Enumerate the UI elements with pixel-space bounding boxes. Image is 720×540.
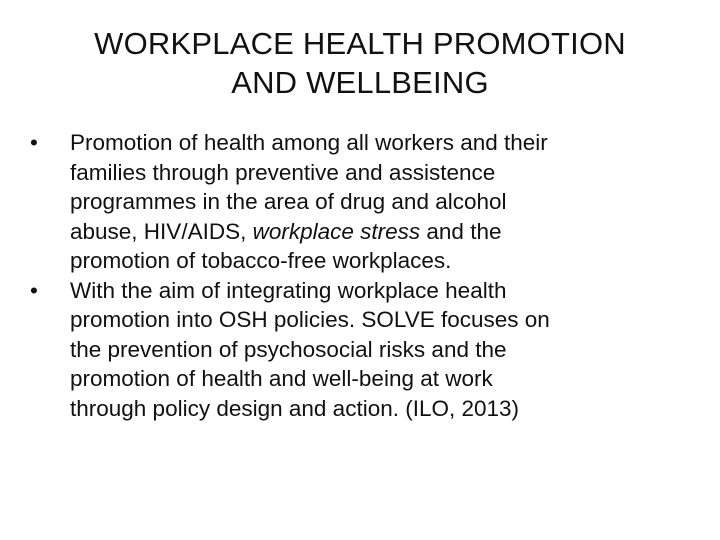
bullet-item-1 xyxy=(26,128,686,276)
bullet-1-line-4-post: and the xyxy=(420,218,502,244)
bullet-icon: • xyxy=(30,277,38,303)
bullet-1-line-1: Promotion of health among all workers and their xyxy=(70,130,548,155)
bullet-1-line-2: families through preventive and assistence xyxy=(70,159,496,185)
bullet-2-line-2: promotion into OSH policies. SOLVE focuses on xyxy=(70,307,550,332)
bullet-2-line-4: promotion of health and well-being at work xyxy=(70,366,493,391)
slide-title xyxy=(40,24,680,102)
title-line-1: WORKPLACE HEALTH PROMOTION xyxy=(94,26,626,61)
bullet-2-line-1: With the aim of integrating workplace health xyxy=(70,277,507,303)
title-line-2: AND WELLBEING xyxy=(231,65,489,100)
bullet-item-2 xyxy=(26,276,686,424)
bullet-1-line-3: programmes in the area of drug and alcohol xyxy=(70,189,507,214)
bullet-list xyxy=(26,128,686,423)
bullet-2-line-3: the prevention of psychosocial risks and the xyxy=(70,336,507,362)
bullet-icon: • xyxy=(30,130,38,155)
bullet-1-line-4 xyxy=(70,217,686,247)
bullet-1-emphasis: workplace stress xyxy=(252,218,421,244)
bullet-1-line-4-pre: abuse, HIV/AIDS, xyxy=(70,218,253,244)
bullet-2-line-5: through policy design and action. (ILO, 2013) xyxy=(70,395,520,421)
bullet-1-line-5: promotion of tobacco-free workplaces. xyxy=(70,248,452,273)
